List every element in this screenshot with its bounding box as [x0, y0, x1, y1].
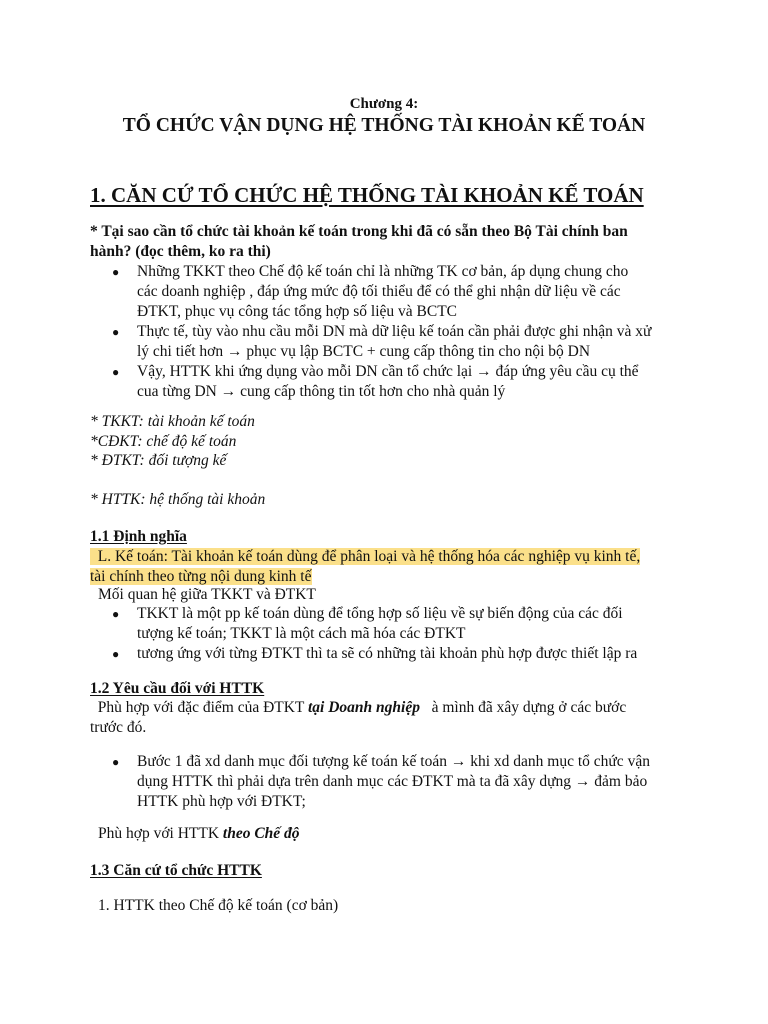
abbreviation-httk: * HTTK: hệ thống tài khoản [90, 491, 266, 508]
section-1-1-bullet-list [90, 604, 710, 664]
list-item [90, 322, 710, 362]
list-item-line: Bước 1 đã xd danh mục đối tượng kế toán kế toán → khi xd danh mục tổ chức vận [137, 753, 650, 770]
list-item [90, 644, 710, 664]
section-1-1-heading: 1.1 Định nghĩa [90, 528, 187, 545]
section-1-heading: 1. CĂN CỨ TỔ CHỨC HỆ THỐNG TÀI KHOẢN KẾ TOÁN [90, 183, 644, 207]
question-text [90, 222, 690, 262]
numbered-item: 1. HTTK theo Chế độ kế toán (cơ bản) [98, 897, 339, 914]
list-item [90, 604, 710, 644]
highlighted-line: tài chính theo từng nội dung kinh tế [90, 568, 312, 585]
list-item [90, 362, 710, 402]
emphasis-text: theo Chế độ [222, 825, 300, 842]
list-item-line: HTTK phù hợp với ĐTKT; [137, 793, 306, 810]
list-item-line: lý chi tiết hơn → phục vụ lập BCTC + cung cấp thông tin cho nội bộ DN [137, 343, 591, 360]
highlighted-line: L. Kế toán: Tài khoản kế toán dùng để phân loại và hệ thống hóa các nghiệp vụ kinh tế, [90, 548, 641, 565]
emphasis-text: tại Doanh nghiệp [308, 699, 420, 716]
list-item-line: ĐTKT, phục vụ công tác tổng hợp số liệu và BCTC [137, 303, 458, 320]
bullet-icon: ● [112, 647, 120, 661]
paragraph-text: trước đó. [90, 719, 147, 736]
bullet-icon: ● [112, 755, 120, 769]
question-line: * Tại sao cần tổ chức tài khoản kế toán trong khi đã có sẵn theo Bộ Tài chính ban [90, 223, 628, 240]
abbreviation-tkkt: * TKKT: tài khoản kế toán [90, 413, 255, 430]
requirement-paragraph [90, 698, 690, 738]
bullet-icon: ● [112, 365, 120, 379]
list-item-line: TKKT là một pp kế toán dùng để tổng hợp số liệu về sự biến động của các đối [137, 605, 623, 622]
paragraph-text: à mình đã xây dựng ở các bước [419, 699, 627, 716]
abbreviation-dtkt: * ĐTKT: đối tượng kế [90, 452, 227, 469]
list-item-line: tượng kế toán; TKKT là một cách mã hóa các ĐTKT [137, 625, 466, 642]
bullet-icon: ● [112, 265, 120, 279]
chedo-paragraph [98, 824, 300, 844]
definition-highlight [90, 547, 680, 587]
list-item [90, 262, 710, 322]
abbreviation-cdkt: *CĐKT: chế độ kế toán [90, 433, 237, 450]
bullet-icon: ● [112, 325, 120, 339]
section-1-bullet-list [90, 262, 710, 402]
list-item-line: dụng HTTK thì phải dựa trên danh mục các ĐTKT mà ta đã xây dựng → đảm bảo [137, 773, 648, 790]
relation-heading: Mối quan hệ giữa TKKT và ĐTKT [98, 586, 316, 603]
list-item-line: Những TKKT theo Chế độ kế toán chỉ là những TK cơ bản, áp dụng chung cho [137, 263, 629, 280]
paragraph-text: Phù hợp với HTTK [98, 825, 223, 842]
list-item-line: cua từng DN → cung cấp thông tin tốt hơn cho nhà quản lý [137, 383, 506, 400]
bullet-icon: ● [112, 607, 120, 621]
list-item-line: Vậy, HTTK khi ứng dụng vào mỗi DN cần tổ chức lại → đáp ứng yêu cầu cụ thể [137, 363, 639, 380]
chapter-label: Chương 4: [349, 96, 419, 112]
list-item [90, 752, 710, 812]
list-item-line: các doanh nghiệp , đáp ứng mức độ tối thiểu để có thể ghi nhận dữ liệu về các [137, 283, 621, 300]
list-item-line: Thực tế, tùy vào nhu cầu mỗi DN mà dữ liệu kế toán cần phải được ghi nhận và xử [137, 323, 652, 340]
paragraph-text: Phù hợp với đặc điểm của ĐTKT [97, 699, 308, 716]
chapter-title: TỔ CHỨC VẬN DỤNG HỆ THỐNG TÀI KHOẢN KẾ TOÁN [122, 115, 646, 136]
section-1-2-bullet-list [90, 752, 710, 812]
question-line: hành? (đọc thêm, ko ra thi) [90, 243, 271, 260]
section-1-2-heading: 1.2 Yêu cầu đối với HTTK [90, 680, 265, 697]
list-item-line: tương ứng với từng ĐTKT thì ta sẽ có những tài khoản phù hợp được thiết lập ra [137, 645, 638, 662]
section-1-3-heading: 1.3 Căn cứ tổ chức HTTK [90, 862, 262, 879]
